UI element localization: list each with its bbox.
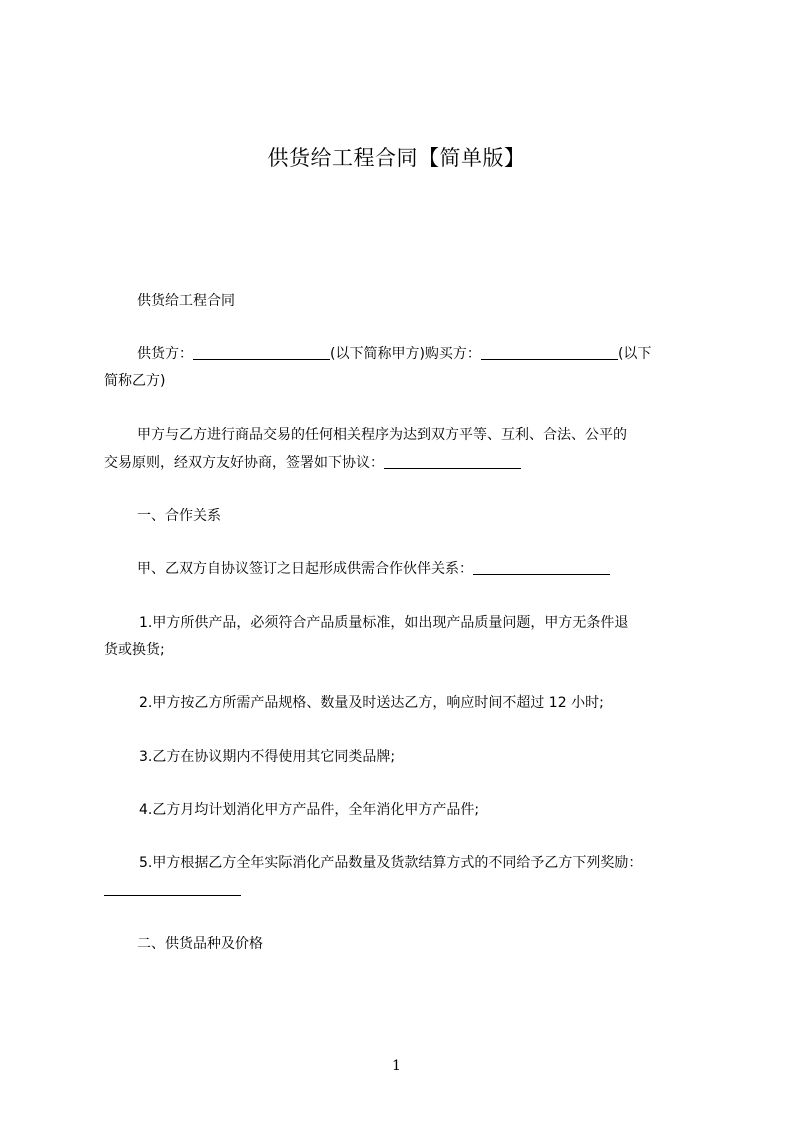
preamble-line-2-text: 交易原则，经双方友好协商，签署如下协议：	[104, 455, 384, 471]
item4: 4.乙方月均计划消化甲方产品件，全年消化甲方产品件;	[139, 802, 480, 818]
parties-line-cont: 简称乙方)	[104, 373, 166, 389]
section1-intro	[104, 559, 737, 579]
section2-heading: 二、供货品种及价格	[137, 936, 263, 952]
item3: 3.乙方在协议期内不得使用其它同类品牌;	[139, 749, 396, 765]
parties-line	[104, 344, 737, 364]
supplier-label: 供货方：	[137, 346, 193, 362]
section1-heading: 一、合作关系	[137, 508, 221, 524]
item1-line-1: 1.甲方所供产品，必须符合产品质量标准，如出现产品质量问题，甲方无条件退	[139, 615, 629, 631]
supplier-name-blank	[193, 345, 330, 360]
item2: 2.甲方按乙方所需产品规格、数量及时送达乙方，响应时间不超过 12 小时;	[139, 695, 604, 711]
agreement-blank	[384, 454, 521, 469]
reward-blank	[104, 881, 241, 896]
buyer-name-blank	[481, 345, 618, 360]
item5-blank-line	[104, 880, 704, 900]
contract-subtitle: 供货给工程合同	[137, 293, 235, 309]
supplier-suffix: (以下简称甲方)购买方：	[330, 346, 481, 362]
preamble-line-1: 甲方与乙方进行商品交易的任何相关程序为达到双方平等、互利、合法、公平的	[137, 427, 627, 443]
page-number: 1	[392, 1058, 401, 1074]
buyer-suffix: (以下	[617, 346, 652, 362]
partnership-blank	[473, 560, 610, 575]
document-title: 供货给工程合同【简单版】	[267, 146, 526, 170]
section1-intro-text: 甲、乙双方自协议签订之日起形成供需合作伙伴关系：	[137, 561, 473, 577]
item1-line-2: 货或换货;	[104, 642, 165, 658]
item5: 5.甲方根据乙方全年实际消化产品数量及货款结算方式的不同给予乙方下列奖励：	[139, 855, 643, 871]
preamble-line-2	[104, 453, 704, 473]
